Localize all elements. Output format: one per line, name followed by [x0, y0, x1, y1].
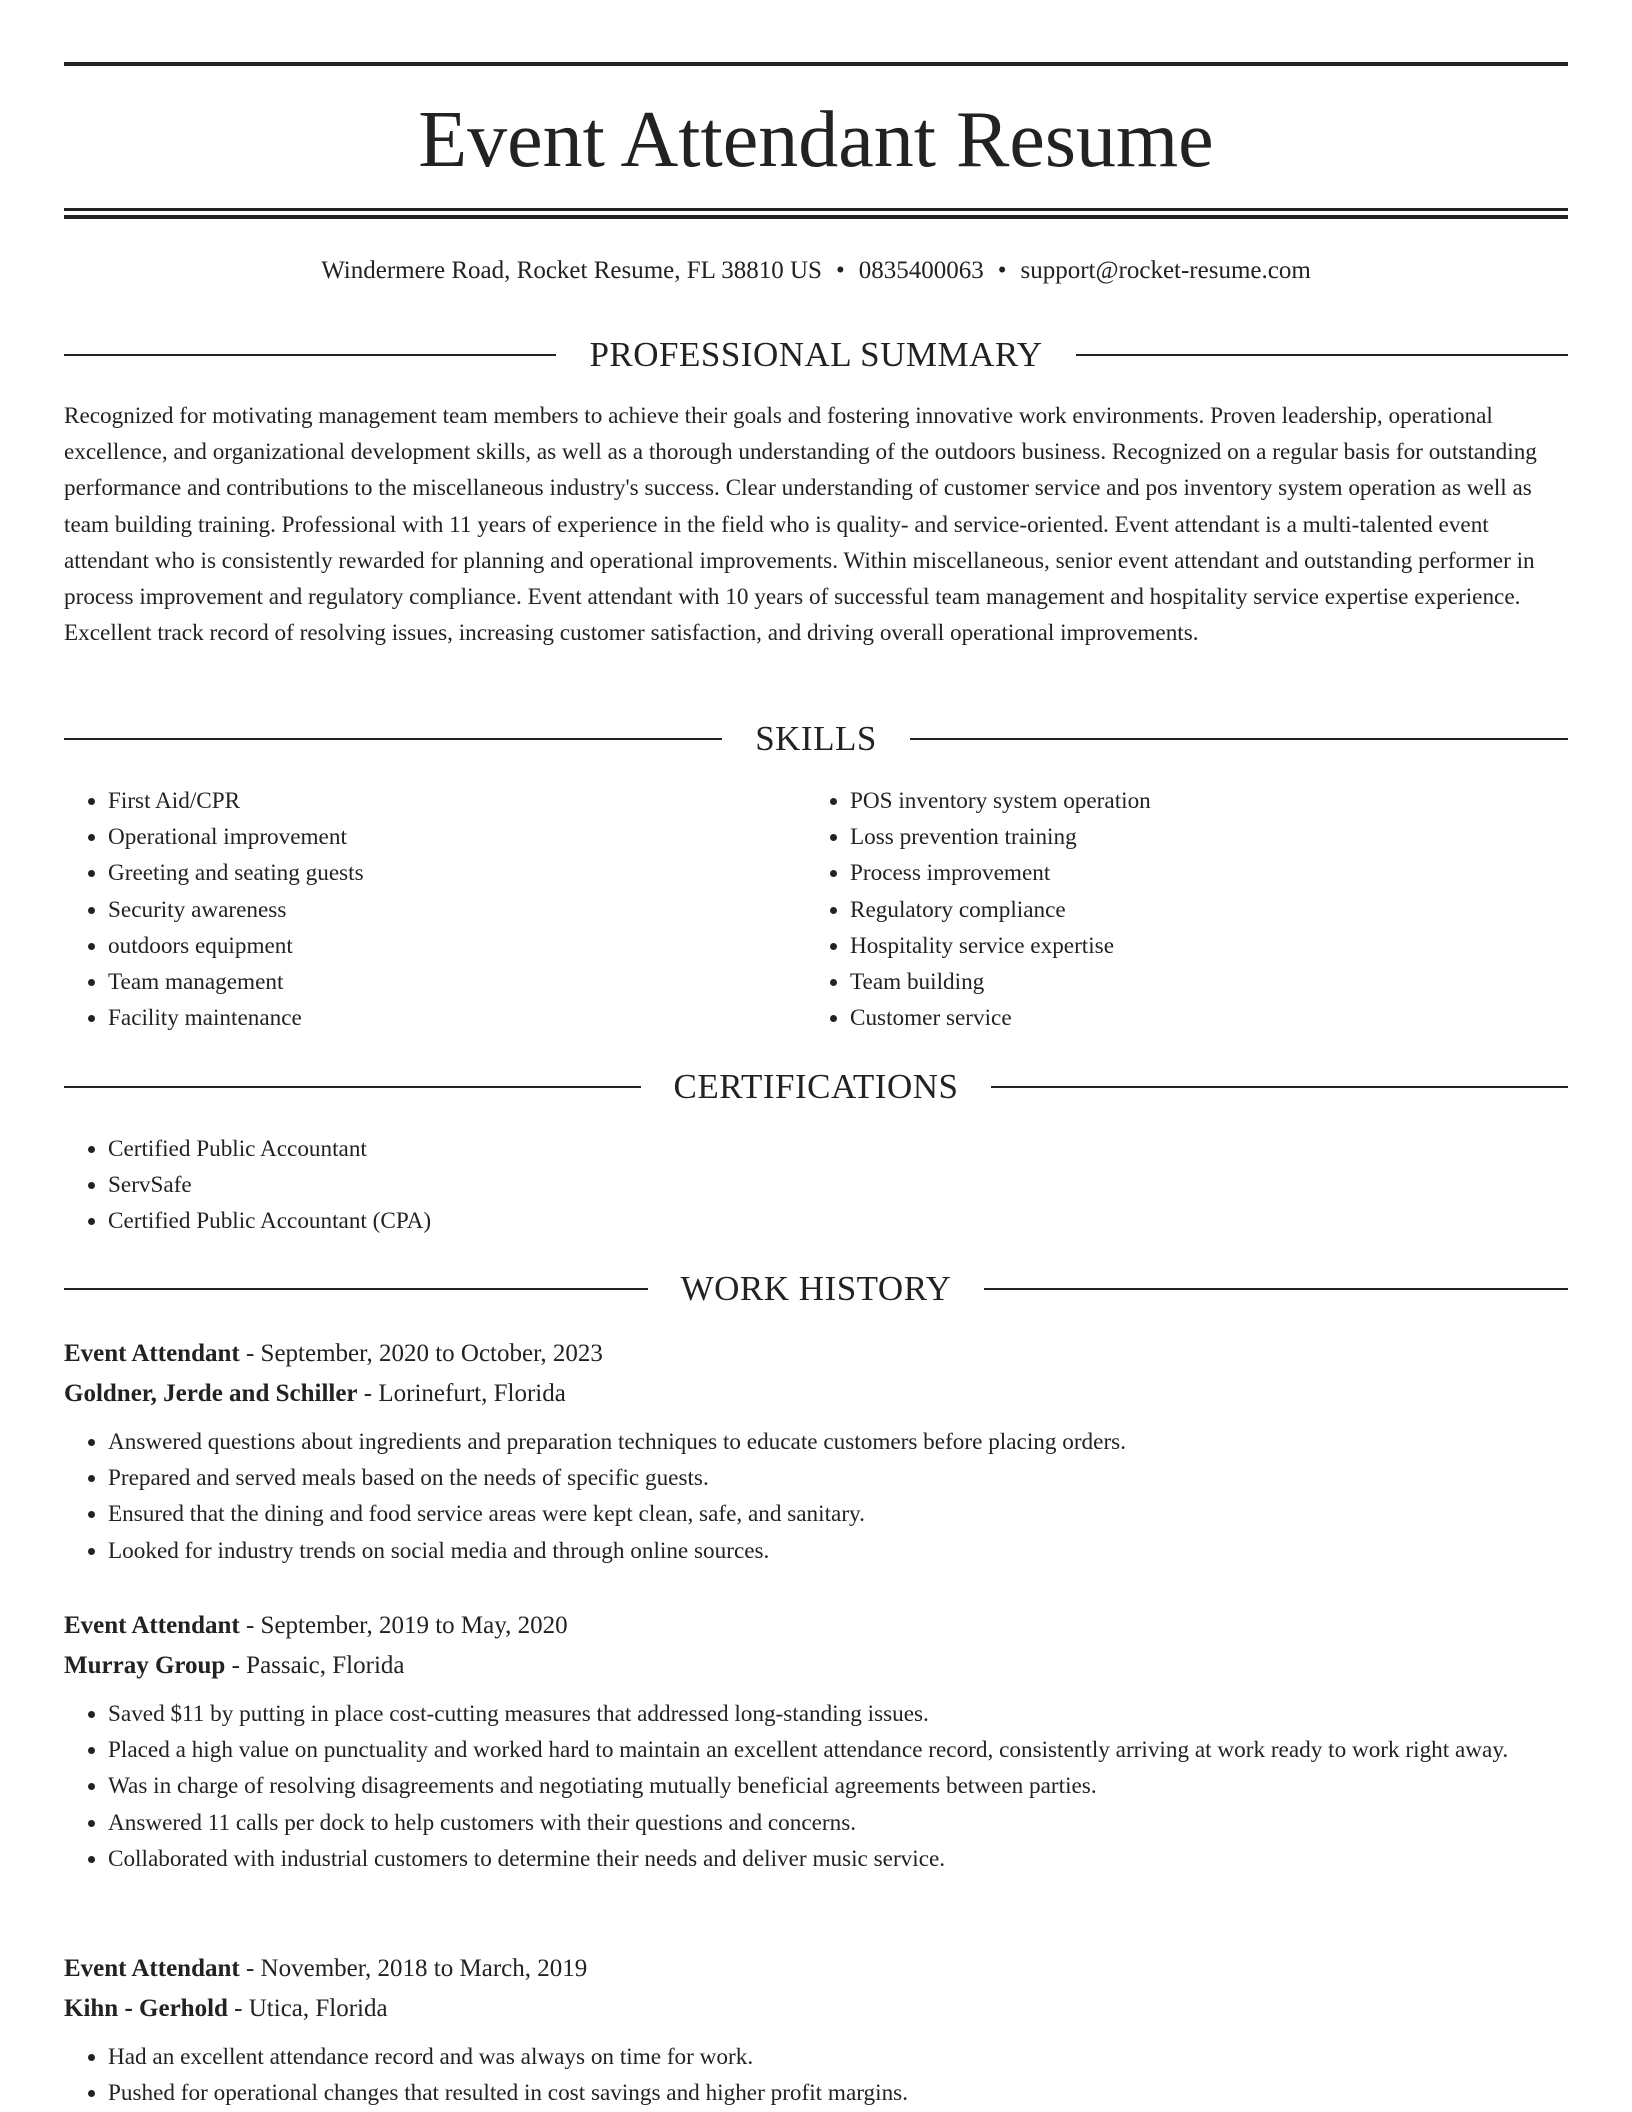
title-rule-upper — [64, 208, 1568, 211]
job-duties-list — [64, 2039, 1568, 2111]
job-duty: • Saved $11 by putting in place cost-cutting measures that addressed long-standing issues. — [108, 1696, 1568, 1732]
section-title: WORK HISTORY — [680, 1269, 952, 1308]
contact-separator: • — [997, 257, 1007, 284]
top-rule — [64, 62, 1568, 66]
certifications-list — [64, 1131, 1568, 1240]
job-title: Event Attendant — [64, 1612, 240, 1639]
skill-item: • Regulatory compliance — [850, 892, 1566, 928]
section-rule — [1076, 354, 1568, 356]
certifications-block — [64, 1131, 1568, 1240]
page-title: Event Attendant Resume — [418, 96, 1214, 184]
skill-item: • First Aid/CPR — [108, 783, 804, 819]
section-header-work-history — [64, 1269, 1568, 1309]
job-entry — [64, 1334, 1568, 1569]
skill-item: • Facility maintenance — [108, 1000, 804, 1036]
skill-item: • outdoors equipment — [108, 928, 804, 964]
contact-address: Windermere Road, Rocket Resume, FL 38810 US — [321, 257, 822, 284]
skill-item: • Team building — [850, 964, 1566, 1000]
summary-text: Recognized for motivating management team members to achieve their goals and fostering innovative work environments. Proven leadership, operational excellence, and organizational development skills, as well as a thorough understanding of the outdoors business. Recognized on a regular basis for outstanding performance and contributions to the miscellaneous industry's success. Clear understanding of customer service and pos inventory system operation as well as team building training. Professional with 11 years of experience in the field who is quality- and service-oriented. Event attendant is a multi-talented event attendant who is consistently rewarded for planning and operational improvements. Within miscellaneous, senior event attendant and outstanding performer in process improvement and regulatory compliance. Event attendant with 10 years of successful team management and hospitality service expertise experience. Excellent track record of resolving issues, increasing customer satisfaction, and driving overall operational improvements. — [64, 403, 1537, 647]
skill-item: • Greeting and seating guests — [108, 855, 804, 891]
section-rule — [64, 1288, 648, 1290]
section-title: SKILLS — [755, 719, 877, 758]
job-title-line — [64, 1949, 1568, 1989]
skill-item: • Team management — [108, 964, 804, 1000]
job-company: Goldner, Jerde and Schiller — [64, 1380, 358, 1407]
skills-list — [806, 783, 1566, 1036]
job-title-line — [64, 1606, 1568, 1646]
skill-item: • Customer service — [850, 1000, 1566, 1036]
job-duty: • Answered 11 calls per dock to help customers with their questions and concerns. — [108, 1805, 1568, 1841]
skill-item: • Operational improvement — [108, 819, 804, 855]
job-duty: • Prepared and served meals based on the needs of specific guests. — [108, 1460, 1568, 1496]
job-dates: - September, 2019 to May, 2020 — [239, 1612, 568, 1639]
job-duties-list — [64, 1696, 1568, 1877]
certification-item: • ServSafe — [108, 1167, 1568, 1203]
job-company-line — [64, 1646, 1568, 1686]
section-rule — [910, 738, 1568, 740]
job-company-line — [64, 1989, 1568, 2029]
skill-item: • Loss prevention training — [850, 819, 1566, 855]
job-entry — [64, 1949, 1568, 2111]
job-dates: - September, 2020 to October, 2023 — [239, 1340, 603, 1367]
job-location: - Utica, Florida — [227, 1995, 388, 2022]
job-title: Event Attendant — [64, 1340, 240, 1367]
job-company-line — [64, 1374, 1568, 1414]
job-duty: • Collaborated with industrial customers to determine their needs and deliver music service. — [108, 1841, 1568, 1877]
job-location: - Lorinefurt, Florida — [357, 1380, 566, 1407]
job-title-line — [64, 1334, 1568, 1374]
job-duty: • Answered questions about ingredients and preparation techniques to educate customers before placing orders. — [108, 1424, 1568, 1460]
title-rule-lower — [64, 215, 1568, 219]
section-title: CERTIFICATIONS — [673, 1067, 959, 1106]
job-company: Murray Group — [64, 1652, 226, 1679]
job-duty: • Pushed for operational changes that resulted in cost savings and higher profit margins. — [108, 2075, 1568, 2111]
skills-list — [64, 783, 804, 1036]
skill-item: • Process improvement — [850, 855, 1566, 891]
section-title: PROFESSIONAL SUMMARY — [589, 335, 1043, 374]
skill-item: • POS inventory system operation — [850, 783, 1566, 819]
job-duty: • Looked for industry trends on social media and through online sources. — [108, 1533, 1568, 1569]
section-rule — [984, 1288, 1568, 1290]
skills-column-left — [64, 783, 804, 1036]
section-rule — [64, 354, 556, 356]
skill-item: • Security awareness — [108, 892, 804, 928]
section-rule — [64, 738, 722, 740]
job-dates: - November, 2018 to March, 2019 — [239, 1955, 588, 1982]
contact-email: support@rocket-resume.com — [1020, 257, 1311, 284]
job-company: Kihn - Gerhold — [64, 1995, 228, 2022]
contact-separator: • — [835, 257, 845, 284]
section-rule — [64, 1086, 641, 1088]
job-title: Event Attendant — [64, 1955, 240, 1982]
contact-line — [64, 254, 1568, 288]
section-rule — [991, 1086, 1568, 1088]
job-location: - Passaic, Florida — [225, 1652, 405, 1679]
certification-item: • Certified Public Accountant — [108, 1131, 1568, 1167]
job-duty: • Placed a high value on punctuality and worked hard to maintain an excellent attendance record, consistently arriving at work ready to work right away. — [108, 1732, 1568, 1768]
section-header-skills — [64, 719, 1568, 759]
skill-item: • Hospitality service expertise — [850, 928, 1566, 964]
job-duty: • Was in charge of resolving disagreements and negotiating mutually beneficial agreements between parties. — [108, 1768, 1568, 1804]
section-header-summary — [64, 335, 1568, 375]
job-entry — [64, 1606, 1568, 1877]
job-duty: • Had an excellent attendance record and was always on time for work. — [108, 2039, 1568, 2075]
contact-phone: 0835400063 — [858, 257, 984, 284]
certification-item: • Certified Public Accountant (CPA) — [108, 1203, 1568, 1239]
job-duties-list — [64, 1424, 1568, 1569]
job-duty: • Ensured that the dining and food service areas were kept clean, safe, and sanitary. — [108, 1496, 1568, 1532]
section-header-certifications — [64, 1067, 1568, 1107]
skills-column-right — [806, 783, 1566, 1036]
